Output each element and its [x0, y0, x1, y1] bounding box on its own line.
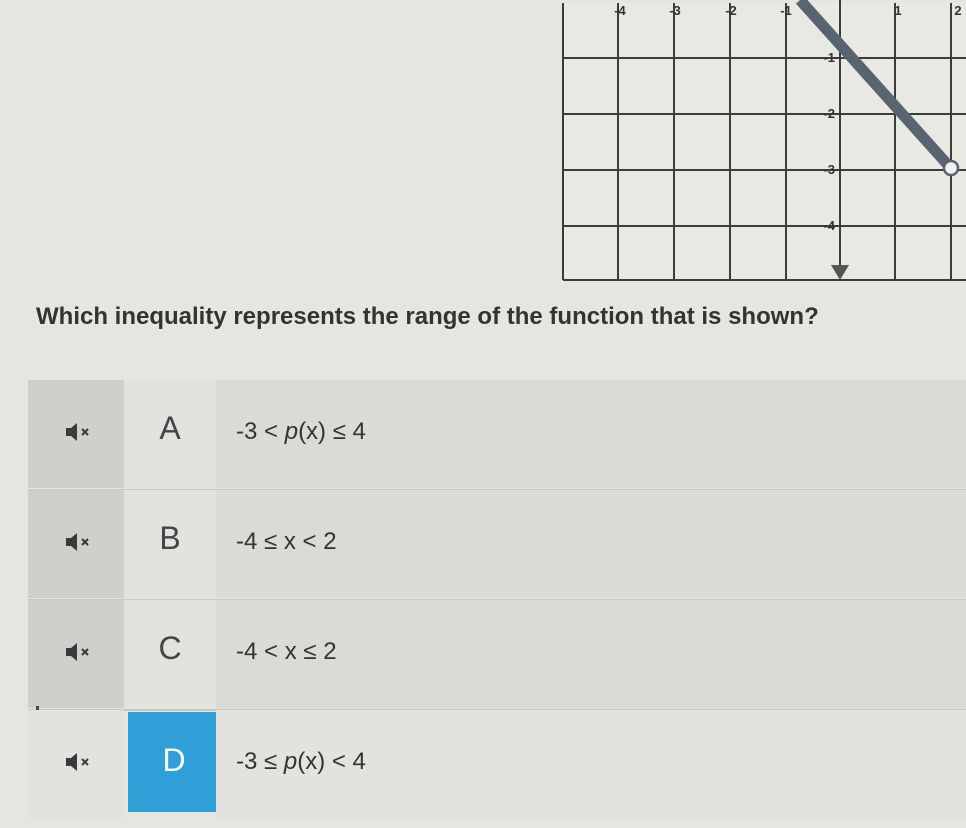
choice-a[interactable]	[28, 380, 966, 488]
audio-cell[interactable]	[28, 380, 124, 488]
choice-c[interactable]	[28, 600, 966, 708]
speaker-x-icon[interactable]	[64, 642, 94, 662]
choice-answer	[236, 418, 366, 446]
choice-d[interactable]	[28, 710, 966, 818]
choice-answer-cell[interactable]	[216, 380, 966, 488]
choice-letter-cell-selected[interactable]	[128, 712, 220, 812]
y-tick-label: -2	[823, 106, 835, 121]
answer-suffix: (x) ≤ 4	[298, 418, 366, 445]
x-tick-label: -4	[614, 3, 626, 18]
y-tick-label: -4	[823, 218, 835, 233]
choice-letter: B	[159, 520, 181, 556]
choice-answer	[236, 638, 337, 666]
choice-b[interactable]	[28, 490, 966, 598]
function-name: p	[283, 748, 298, 775]
speaker-x-icon[interactable]	[64, 422, 94, 442]
y-tick-label: -3	[823, 162, 835, 177]
choice-answer-cell[interactable]	[216, 600, 966, 708]
choice-letter: A	[159, 410, 181, 446]
answer-suffix: (x) < 4	[297, 748, 366, 775]
x-tick-label: 2	[954, 3, 962, 18]
choice-answer	[236, 748, 366, 776]
choice-answer-cell[interactable]	[216, 490, 966, 598]
question-text: Which inequality represents the range of the function that is shown?	[36, 303, 819, 330]
choice-answer	[236, 528, 337, 556]
choice-letter-cell[interactable]	[124, 600, 216, 708]
speaker-x-icon[interactable]	[64, 752, 94, 772]
audio-cell[interactable]	[28, 490, 124, 598]
audio-cell[interactable]	[28, 710, 124, 818]
speaker-x-icon[interactable]	[64, 532, 94, 552]
answer-prefix: -3 ≤	[236, 748, 284, 775]
x-tick-label: -2	[725, 3, 737, 18]
x-tick-label: -3	[669, 3, 681, 18]
x-tick-label: -1	[780, 3, 792, 18]
choice-letter-cell[interactable]	[124, 490, 216, 598]
open-endpoint	[944, 161, 958, 175]
answer-prefix: -4 ≤ x < 2	[236, 528, 337, 555]
choice-letter: D	[162, 742, 186, 778]
answer-prefix: -3 <	[236, 418, 285, 445]
function-graph	[555, 0, 966, 285]
answer-prefix: -4 < x ≤ 2	[236, 638, 337, 665]
x-tick-label: 1	[894, 3, 902, 18]
function-name: p	[284, 418, 299, 445]
choice-letter: C	[158, 630, 182, 666]
y-tick-label: -1	[823, 50, 835, 65]
choice-letter-cell[interactable]	[124, 380, 216, 488]
audio-cell[interactable]	[28, 600, 124, 708]
choice-answer-cell[interactable]	[216, 710, 966, 818]
